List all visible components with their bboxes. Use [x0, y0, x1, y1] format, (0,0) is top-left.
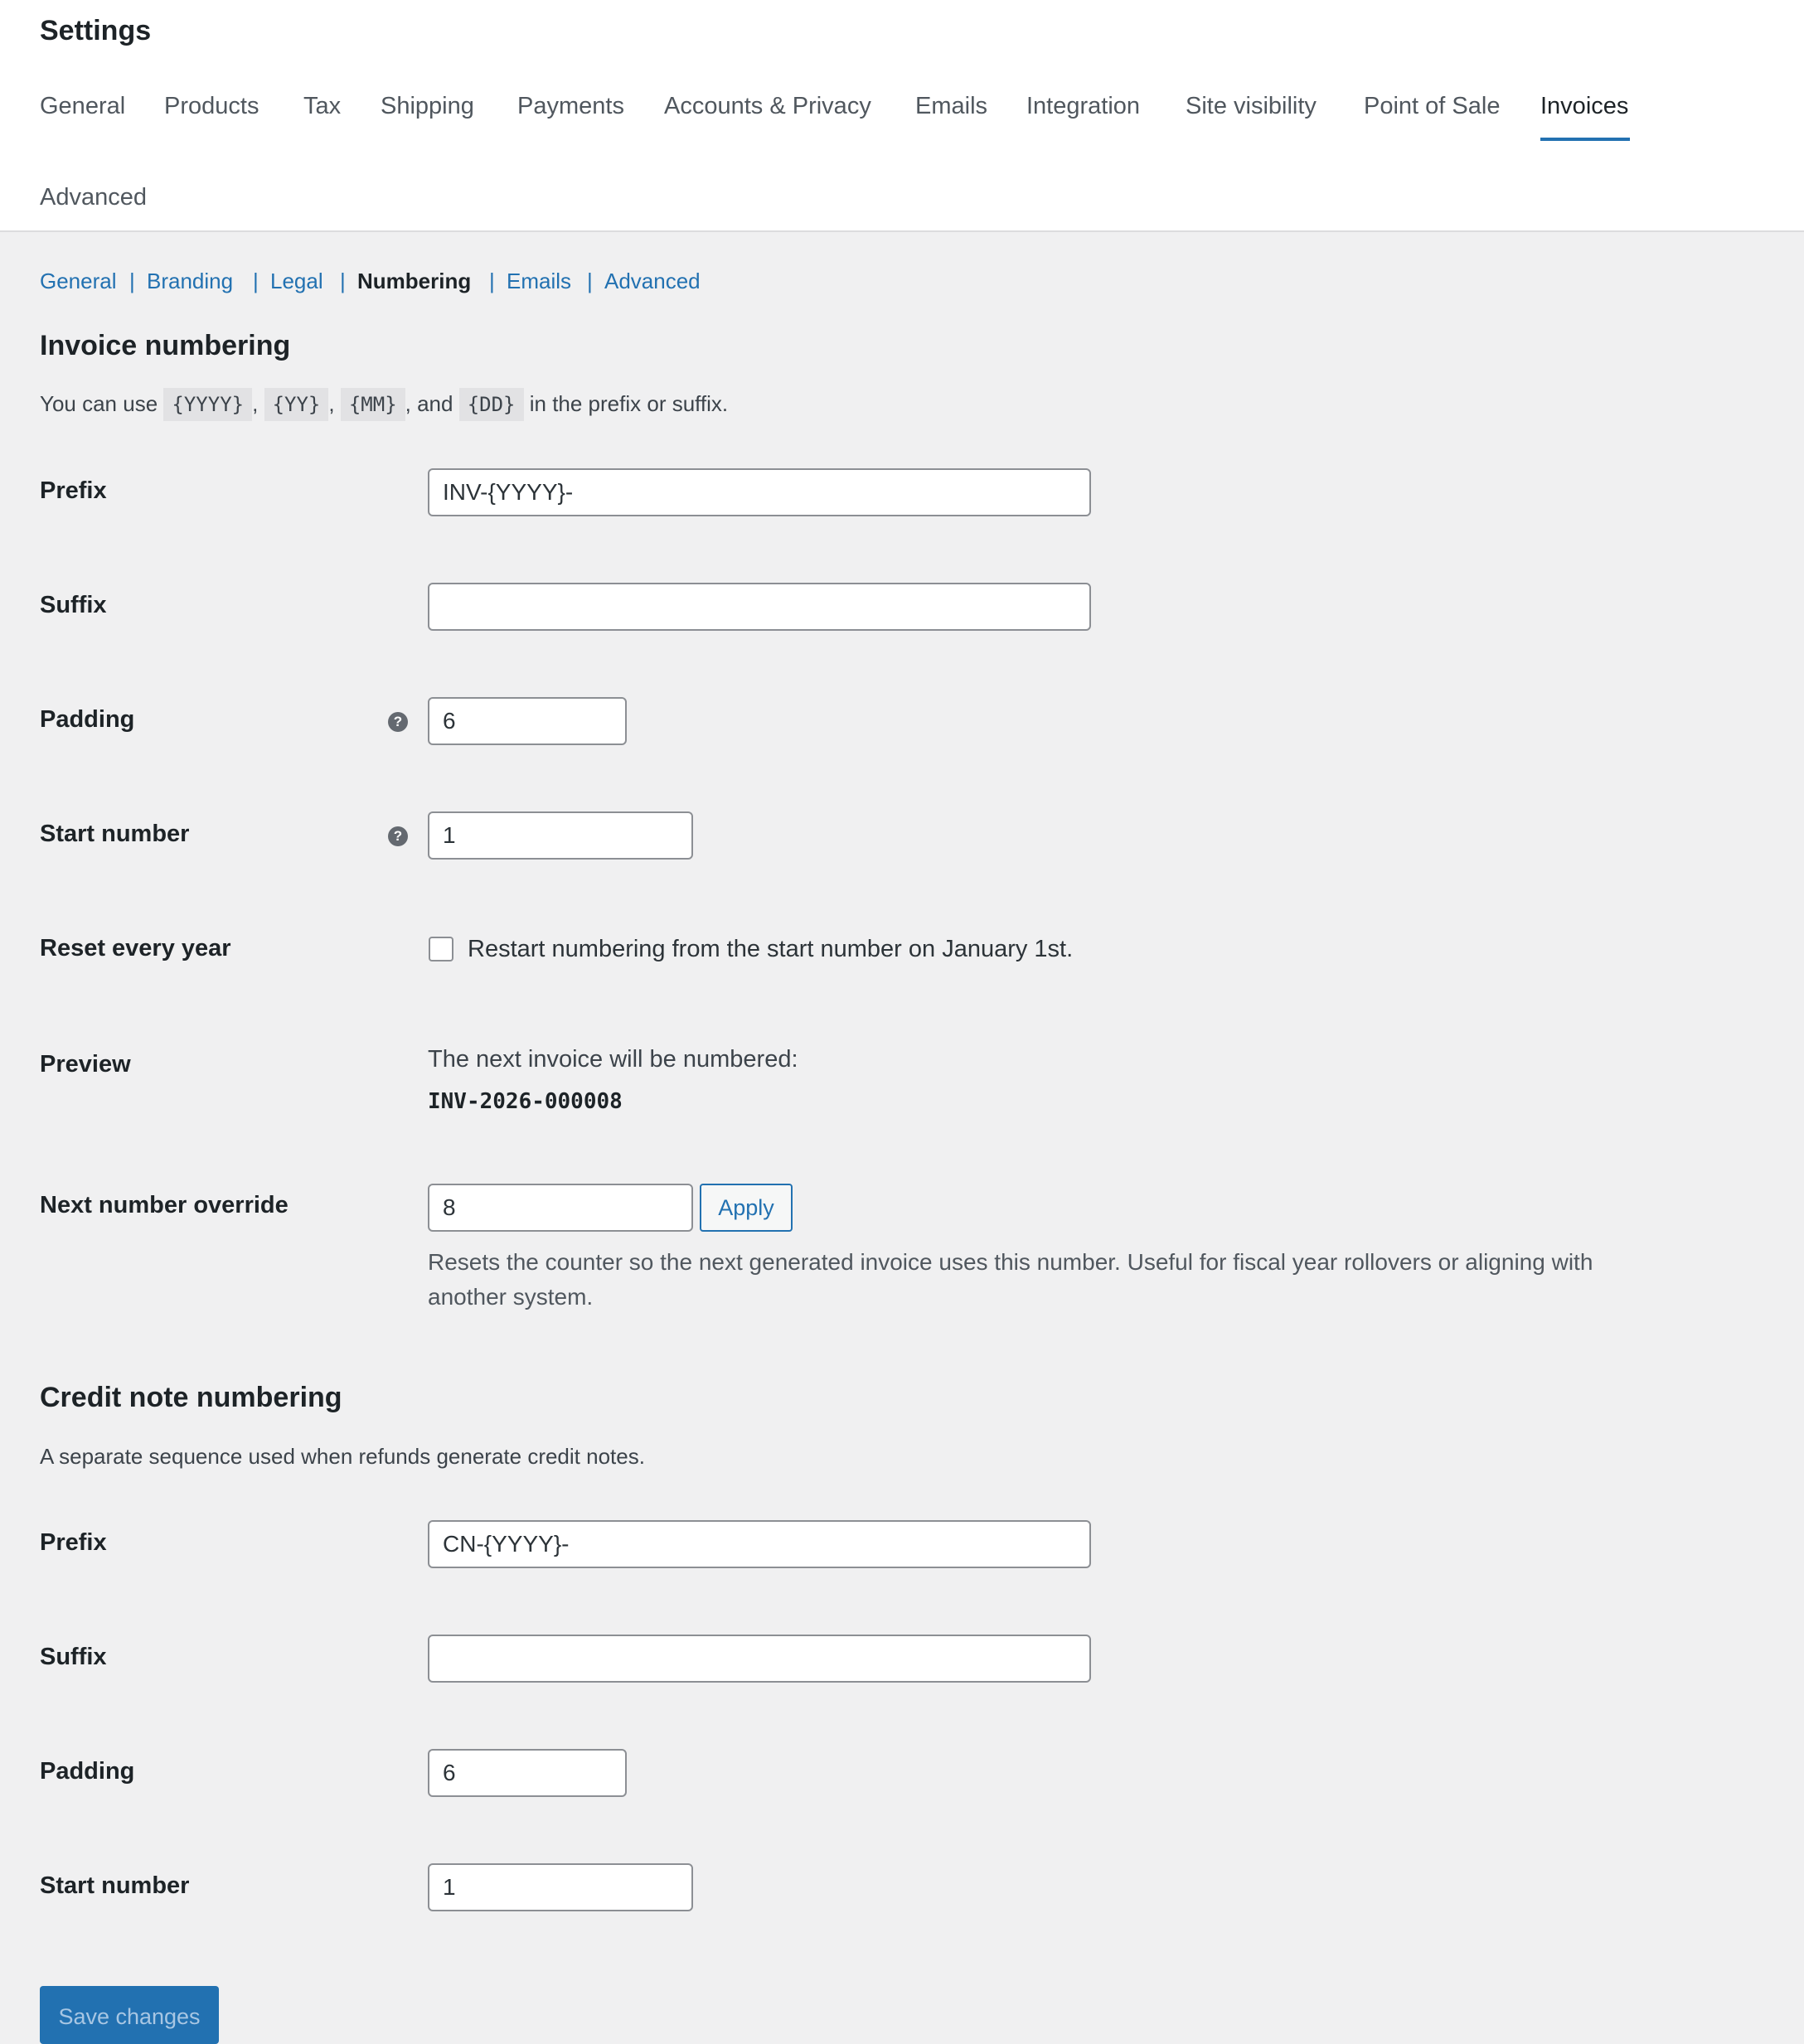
apply-button[interactable]: Apply [700, 1184, 793, 1232]
reset-every-year-text: Restart numbering from the start number on January 1st. [468, 936, 1074, 962]
token-yy: {YY} [264, 388, 329, 421]
invoice-numbering-description [40, 391, 728, 417]
preview-label: Preview [40, 1051, 131, 1078]
credit-note-description: A separate sequence used when refunds generate credit notes. [40, 1444, 645, 1469]
tab-integration[interactable]: Integration [1026, 93, 1141, 119]
subnav-separator: | [253, 269, 259, 293]
reset-every-year-label: Reset every year [40, 935, 231, 961]
tab-products[interactable]: Products [164, 93, 259, 119]
tab-shipping[interactable]: Shipping [381, 93, 474, 119]
reset-every-year-checkbox[interactable] [429, 937, 453, 961]
tab-site-visibility[interactable]: Site visibility [1186, 93, 1317, 119]
desc-comma: , [252, 391, 259, 416]
subnav-legal[interactable]: Legal [270, 269, 323, 293]
help-icon[interactable]: ? [388, 826, 408, 846]
tab-payments[interactable]: Payments [517, 93, 624, 119]
invoice-suffix-input[interactable] [428, 583, 1091, 631]
invoice-start-number-label: Start number [40, 821, 190, 847]
subnav-general[interactable]: General [40, 269, 117, 293]
token-dd: {DD} [459, 388, 524, 421]
tab-point-of-sale[interactable]: Point of Sale [1364, 93, 1501, 119]
help-icon[interactable]: ? [388, 712, 408, 732]
settings-header [0, 0, 1804, 232]
invoice-suffix-label: Suffix [40, 592, 107, 618]
subnav-separator: | [340, 269, 346, 293]
invoice-padding-input[interactable]: 6 [428, 697, 627, 745]
credit-note-numbering-heading: Credit note numbering [40, 1382, 342, 1413]
desc-and: , and [405, 391, 453, 416]
subnav-numbering: Numbering [357, 269, 472, 293]
subnav-separator: | [489, 269, 495, 293]
invoice-prefix-input[interactable]: INV-{YYYY}- [428, 468, 1091, 516]
save-changes-button[interactable]: Save changes [40, 1986, 219, 2044]
tab-advanced[interactable]: Advanced [40, 184, 147, 211]
desc-comma: , [328, 391, 335, 416]
subnav-emails[interactable]: Emails [507, 269, 572, 293]
preview-text: The next invoice will be numbered: [428, 1046, 798, 1073]
credit-padding-label: Padding [40, 1758, 135, 1785]
page-title: Settings [40, 15, 152, 46]
credit-prefix-label: Prefix [40, 1529, 107, 1556]
subnav-advanced[interactable]: Advanced [604, 269, 701, 293]
credit-prefix-input[interactable]: CN-{YYYY}- [428, 1520, 1091, 1568]
token-mm: {MM} [341, 388, 405, 421]
invoice-prefix-label: Prefix [40, 477, 107, 504]
subnav-separator: | [587, 269, 593, 293]
active-tab-indicator [1540, 138, 1630, 141]
desc-before-text: You can use [40, 391, 158, 416]
credit-padding-input[interactable]: 6 [428, 1749, 627, 1797]
invoice-padding-label: Padding [40, 706, 135, 733]
subnav-separator: | [129, 269, 135, 293]
tab-tax[interactable]: Tax [303, 93, 342, 119]
tab-accounts-privacy[interactable]: Accounts & Privacy [664, 93, 871, 119]
credit-start-number-label: Start number [40, 1872, 190, 1899]
credit-start-number-input[interactable]: 1 [428, 1863, 693, 1911]
next-number-override-label: Next number override [40, 1192, 289, 1218]
tab-invoices[interactable]: Invoices [1540, 93, 1629, 119]
next-number-override-note: Resets the counter so the next generated invoice uses this number. Useful for fiscal year rollovers or aligning with another system. [428, 1249, 1593, 1310]
tab-general[interactable]: General [40, 93, 126, 119]
invoice-numbering-heading: Invoice numbering [40, 330, 291, 361]
token-yyyy: {YYYY} [163, 388, 252, 421]
invoice-start-number-input[interactable]: 1 [428, 811, 693, 860]
desc-after-text: in the prefix or suffix. [529, 391, 729, 416]
credit-suffix-input[interactable] [428, 1635, 1091, 1683]
next-number-override-input[interactable]: 8 [428, 1184, 693, 1232]
tab-emails[interactable]: Emails [915, 93, 988, 119]
credit-suffix-label: Suffix [40, 1644, 107, 1670]
preview-invoice-number: INV-2026-000008 [428, 1089, 623, 1114]
subnav-branding[interactable]: Branding [147, 269, 234, 293]
